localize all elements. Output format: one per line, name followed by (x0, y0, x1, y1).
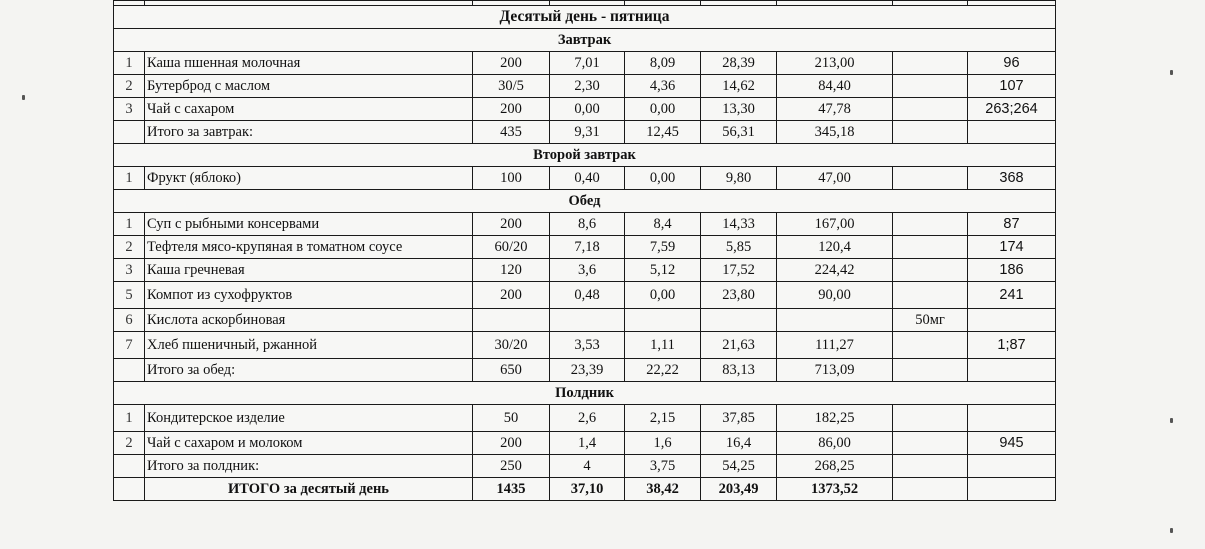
day-total-weight: 1435 (473, 478, 550, 501)
dish-vitamin: 50мг (893, 309, 968, 332)
dish-kcal: 47,78 (777, 98, 893, 121)
dish-name: Чай с сахаром (145, 98, 473, 121)
dish-vitamin (893, 75, 968, 98)
row-number: 2 (114, 432, 145, 455)
dish-weight: 100 (473, 167, 550, 190)
subtotal-label: Итого за завтрак: (145, 121, 473, 144)
subtotal-carbs: 56,31 (701, 121, 777, 144)
dish-kcal: 84,40 (777, 75, 893, 98)
subtotal-label: Итого за обед: (145, 359, 473, 382)
section-header-row (114, 382, 1056, 405)
recipe-code: 96 (968, 52, 1056, 75)
section-title-second-breakfast: Второй завтрак (114, 144, 1056, 167)
table-row (114, 282, 1056, 309)
dish-weight: 30/20 (473, 332, 550, 359)
recipe-code: 368 (968, 167, 1056, 190)
dish-carbs: 17,52 (701, 259, 777, 282)
subtotal-label: Итого за полдник: (145, 455, 473, 478)
dish-carbs: 14,33 (701, 213, 777, 236)
day-total-row (114, 478, 1056, 501)
scan-speck (1170, 528, 1173, 533)
dish-vitamin (893, 332, 968, 359)
table-row (114, 309, 1056, 332)
day-total-label: ИТОГО за десятый день (145, 478, 473, 501)
dish-vitamin (893, 432, 968, 455)
dish-fat: 1,6 (625, 432, 701, 455)
dish-weight: 30/5 (473, 75, 550, 98)
dish-vitamin (893, 52, 968, 75)
dish-fat: 8,09 (625, 52, 701, 75)
table-row (114, 405, 1056, 432)
row-number: 6 (114, 309, 145, 332)
dish-protein: 0,48 (550, 282, 625, 309)
dish-name: Фрукт (яблоко) (145, 167, 473, 190)
dish-protein: 7,01 (550, 52, 625, 75)
dish-name: Кондитерское изделие (145, 405, 473, 432)
subtotal-carbs: 83,13 (701, 359, 777, 382)
dish-name: Чай с сахаром и молоком (145, 432, 473, 455)
subtotal-fat: 22,22 (625, 359, 701, 382)
subtotal-fat: 12,45 (625, 121, 701, 144)
dish-carbs: 28,39 (701, 52, 777, 75)
dish-weight: 120 (473, 259, 550, 282)
dish-kcal: 213,00 (777, 52, 893, 75)
dish-weight: 50 (473, 405, 550, 432)
subtotal-carbs: 54,25 (701, 455, 777, 478)
subtotal-protein: 9,31 (550, 121, 625, 144)
dish-kcal (777, 309, 893, 332)
dish-weight: 200 (473, 432, 550, 455)
section-title-lunch: Обед (114, 190, 1056, 213)
dish-weight (473, 309, 550, 332)
recipe-code: 174 (968, 236, 1056, 259)
day-total-fat: 38,42 (625, 478, 701, 501)
dish-kcal: 111,27 (777, 332, 893, 359)
dish-protein: 3,6 (550, 259, 625, 282)
dish-protein (550, 309, 625, 332)
row-number: 5 (114, 282, 145, 309)
dish-weight: 60/20 (473, 236, 550, 259)
dish-kcal: 120,4 (777, 236, 893, 259)
dish-fat: 4,36 (625, 75, 701, 98)
subtotal-kcal: 345,18 (777, 121, 893, 144)
dish-fat: 1,11 (625, 332, 701, 359)
dish-kcal: 167,00 (777, 213, 893, 236)
table-row (114, 236, 1056, 259)
scan-speck (1170, 70, 1173, 75)
dish-protein: 2,30 (550, 75, 625, 98)
dish-name: Суп с рыбными консервами (145, 213, 473, 236)
recipe-code: 107 (968, 75, 1056, 98)
subtotal-weight: 250 (473, 455, 550, 478)
scan-speck (1170, 418, 1173, 423)
row-number: 2 (114, 75, 145, 98)
dish-protein: 0,40 (550, 167, 625, 190)
dish-vitamin (893, 259, 968, 282)
dish-name: Каша гречневая (145, 259, 473, 282)
dish-carbs: 9,80 (701, 167, 777, 190)
row-number: 2 (114, 236, 145, 259)
dish-protein: 8,6 (550, 213, 625, 236)
dish-kcal: 86,00 (777, 432, 893, 455)
recipe-code (968, 405, 1056, 432)
day-total-protein: 37,10 (550, 478, 625, 501)
dish-fat: 8,4 (625, 213, 701, 236)
dish-name: Компот из сухофруктов (145, 282, 473, 309)
day-total-kcal: 1373,52 (777, 478, 893, 501)
row-number: 1 (114, 405, 145, 432)
table-row (114, 52, 1056, 75)
dish-fat: 0,00 (625, 167, 701, 190)
dish-protein: 1,4 (550, 432, 625, 455)
subtotal-weight: 650 (473, 359, 550, 382)
scan-speck (22, 95, 25, 100)
subtotal-row (114, 359, 1056, 382)
dish-vitamin (893, 167, 968, 190)
subtotal-row (114, 455, 1056, 478)
subtotal-protein: 4 (550, 455, 625, 478)
dish-fat: 5,12 (625, 259, 701, 282)
menu-table (113, 0, 1056, 501)
dish-carbs: 16,4 (701, 432, 777, 455)
recipe-code: 241 (968, 282, 1056, 309)
dish-name: Кислота аскорбиновая (145, 309, 473, 332)
day-title-row (114, 6, 1056, 29)
dish-protein: 3,53 (550, 332, 625, 359)
dish-weight: 200 (473, 98, 550, 121)
recipe-code: 1;87 (968, 332, 1056, 359)
day-title: Десятый день - пятница (114, 6, 1056, 29)
section-header-row (114, 190, 1056, 213)
dish-vitamin (893, 236, 968, 259)
subtotal-kcal: 268,25 (777, 455, 893, 478)
row-number: 1 (114, 52, 145, 75)
table-row (114, 259, 1056, 282)
subtotal-kcal: 713,09 (777, 359, 893, 382)
table-row (114, 432, 1056, 455)
subtotal-protein: 23,39 (550, 359, 625, 382)
dish-carbs: 23,80 (701, 282, 777, 309)
dish-vitamin (893, 282, 968, 309)
row-number: 7 (114, 332, 145, 359)
recipe-code (968, 309, 1056, 332)
dish-carbs: 14,62 (701, 75, 777, 98)
dish-weight: 200 (473, 213, 550, 236)
dish-carbs: 5,85 (701, 236, 777, 259)
section-header-row (114, 144, 1056, 167)
dish-name: Тефтеля мясо-крупяная в томатном соусе (145, 236, 473, 259)
table-row (114, 98, 1056, 121)
row-number: 3 (114, 259, 145, 282)
dish-name: Хлеб пшеничный, ржанной (145, 332, 473, 359)
subtotal-fat: 3,75 (625, 455, 701, 478)
dish-carbs: 13,30 (701, 98, 777, 121)
dish-carbs: 21,63 (701, 332, 777, 359)
dish-kcal: 90,00 (777, 282, 893, 309)
dish-weight: 200 (473, 282, 550, 309)
dish-protein: 0,00 (550, 98, 625, 121)
dish-weight: 200 (473, 52, 550, 75)
dish-name: Бутерброд с маслом (145, 75, 473, 98)
dish-name: Каша пшенная молочная (145, 52, 473, 75)
dish-fat: 0,00 (625, 282, 701, 309)
dish-carbs: 37,85 (701, 405, 777, 432)
dish-protein: 7,18 (550, 236, 625, 259)
recipe-code: 186 (968, 259, 1056, 282)
row-number: 1 (114, 167, 145, 190)
subtotal-row (114, 121, 1056, 144)
table-row (114, 332, 1056, 359)
dish-fat: 0,00 (625, 98, 701, 121)
dish-fat: 2,15 (625, 405, 701, 432)
dish-kcal: 182,25 (777, 405, 893, 432)
row-number: 3 (114, 98, 145, 121)
section-title-breakfast: Завтрак (114, 29, 1056, 52)
recipe-code: 945 (968, 432, 1056, 455)
dish-kcal: 47,00 (777, 167, 893, 190)
recipe-code: 87 (968, 213, 1056, 236)
section-title-snack: Полдник (114, 382, 1056, 405)
section-header-row (114, 29, 1056, 52)
dish-kcal: 224,42 (777, 259, 893, 282)
dish-vitamin (893, 98, 968, 121)
dish-vitamin (893, 213, 968, 236)
recipe-code: 263;264 (968, 98, 1056, 121)
row-number: 1 (114, 213, 145, 236)
dish-protein: 2,6 (550, 405, 625, 432)
table-row (114, 213, 1056, 236)
dish-carbs (701, 309, 777, 332)
dish-vitamin (893, 405, 968, 432)
table-row (114, 75, 1056, 98)
dish-fat: 7,59 (625, 236, 701, 259)
day-total-carbs: 203,49 (701, 478, 777, 501)
table-row (114, 167, 1056, 190)
subtotal-weight: 435 (473, 121, 550, 144)
dish-fat (625, 309, 701, 332)
